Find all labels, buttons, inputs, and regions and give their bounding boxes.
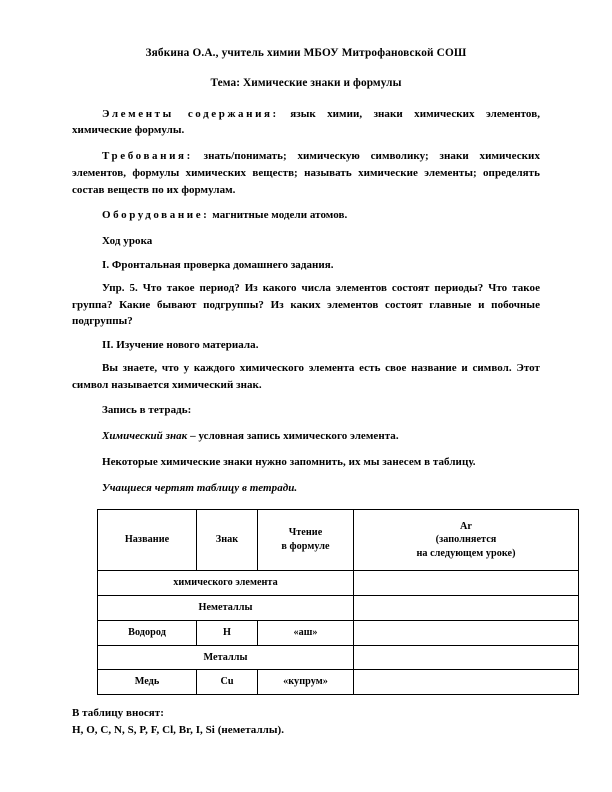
memorize-text: Некоторые химические знаки нужно запомнить, их мы занесем в таблицу. [102,455,476,468]
header-reading [258,510,354,571]
table-row [98,645,579,670]
row-ar-cell [354,670,579,695]
content-elements-paragraph [72,106,540,139]
draw-table-instruction: Учащиеся чертят таблицу в тетради. [102,481,298,494]
table-row [98,596,579,621]
table-footer-note [72,705,540,738]
row-label-merged: Металлы [98,645,354,670]
row-element-name: Водород [98,620,197,645]
nonmetals-elements-line: H, O, C, N, S, P, F, Cl, Br, I, Si (неметаллы). [72,723,285,736]
lesson-topic: Тема: Химические знаки и формулы [210,77,402,90]
content-elements-label: Элементы содержания: [102,107,279,120]
requirements-text: знать/понимать; химическую символику; знаки химических элементов, формулы химических веществ; называть химические элементы; определять состав веществ по их формулам. [72,150,540,196]
part-two-text: Вы знаете, что у каждого химического элемента есть свое название и символ. Этот символ называется химический знак. [72,361,540,391]
row-label-merged: Неметаллы [98,596,354,621]
row-element-sign: Н [197,620,258,645]
equipment-label: Оборудование: [102,209,210,222]
header-ar-line1: Ar [460,520,472,532]
enter-into-table-label: В таблицу вносят: [72,707,164,720]
equipment-paragraph [72,207,540,224]
header-atomic-mass [354,510,579,571]
content-elements-text: язык химии, знаки химических элементов, химические формулы. [72,107,540,137]
row-ar-cell [354,645,579,670]
definition-paragraph [72,428,540,445]
row-element-reading: «аш» [258,620,354,645]
table-header-row [98,510,579,571]
notebook-entry-label: Запись в тетрадь: [102,404,192,417]
table-row [98,620,579,645]
part-one-heading: I. Фронтальная проверка домашнего задания. [102,258,334,271]
header-reading-line1: Чтение [288,527,323,539]
part-one-text: Упр. 5. Что такое период? Из какого числа элементов состоят периоды? Что такое группа? Какие бывают подгруппы? Из каких элементов состоят главные и побочные подгруппы? [72,281,540,328]
definition-text: – условная запись химического элемента. [187,430,399,443]
row-ar-cell [354,571,579,596]
part-two-heading: II. Изучение нового материала. [102,338,259,351]
lesson-flow-heading: Ход урока [102,235,153,248]
equipment-text: магнитные модели атомов. [209,209,348,222]
header-ar-line2: (заполняется [435,534,497,546]
row-label-merged: химического элемента [98,571,354,596]
header-ar-line3: на следующем уроке) [416,548,516,560]
header-name: Название [98,510,197,571]
requirements-label: Требования: [102,150,193,163]
row-ar-cell [354,620,579,645]
row-element-reading: «купрум» [258,670,354,695]
chemical-signs-table [97,509,579,695]
row-element-name: Медь [98,670,197,695]
table-row [98,670,579,695]
header-reading-line2: в формуле [281,541,330,553]
table-row [98,571,579,596]
page-title: Зябкина О.А., учитель химии МБОУ Митрофановской СОШ [145,47,467,59]
definition-term: Химический знак [102,430,188,443]
requirements-paragraph [72,148,540,198]
row-element-sign: Cu [197,670,258,695]
header-sign: Знак [197,510,258,571]
row-ar-cell [354,596,579,621]
